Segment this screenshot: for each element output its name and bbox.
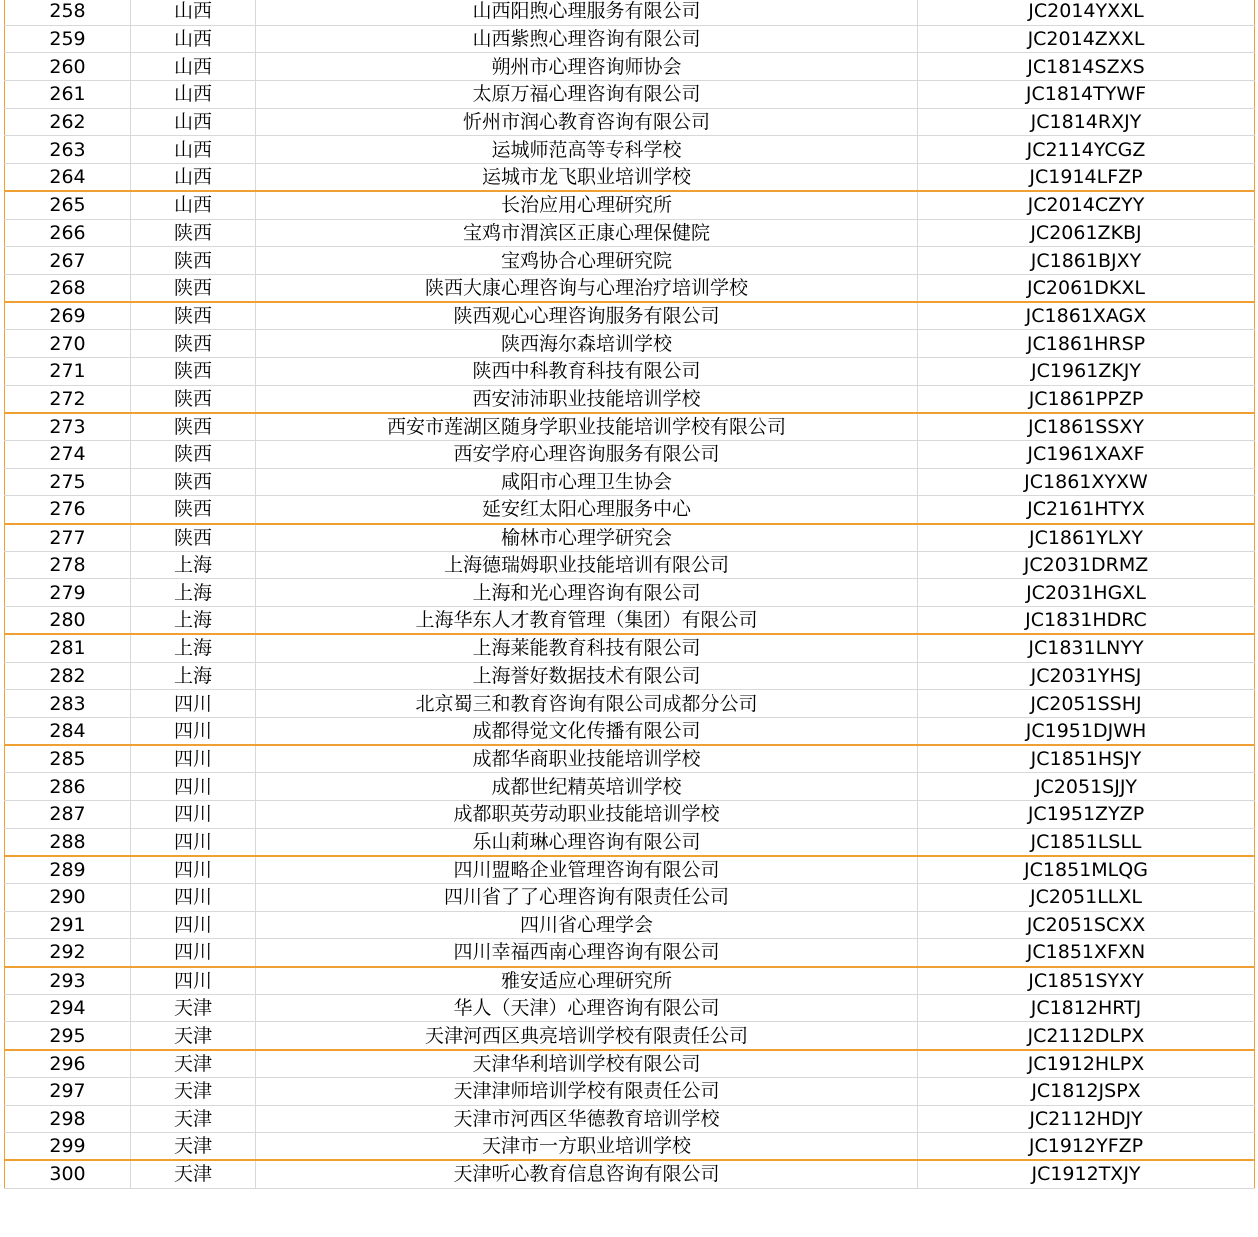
table-row [5, 108, 1255, 136]
organization-name-cell: 西安沛沛职业技能培训学校 [256, 385, 918, 413]
province-cell: 四川 [131, 717, 256, 745]
certification-code-cell: JC1851MLQG [918, 856, 1255, 884]
table-row [5, 884, 1255, 912]
organization-name-cell: 延安红太阳心理服务中心 [256, 496, 918, 524]
certification-code-cell: JC2014ZXXL [918, 25, 1255, 53]
table-row [5, 468, 1255, 496]
row-number-cell: 281 [5, 634, 131, 662]
table-row [5, 607, 1255, 635]
row-number-cell: 293 [5, 967, 131, 995]
table-row [5, 579, 1255, 607]
certification-code-cell: JC2161HTYX [918, 496, 1255, 524]
row-number-cell: 287 [5, 800, 131, 828]
certification-code-cell: JC1912YFZP [918, 1133, 1255, 1161]
province-cell: 山西 [131, 164, 256, 192]
organization-name-cell: 四川盟略企业管理咨询有限公司 [256, 856, 918, 884]
certification-code-cell: JC2031YHSJ [918, 662, 1255, 690]
organization-name-cell: 天津津师培训学校有限责任公司 [256, 1077, 918, 1105]
certification-code-cell: JC1814TYWF [918, 81, 1255, 109]
organization-name-cell: 陕西大康心理咨询与心理治疗培训学校 [256, 274, 918, 302]
province-cell: 四川 [131, 773, 256, 801]
certification-code-cell: JC1951ZYZP [918, 800, 1255, 828]
table-row [5, 136, 1255, 164]
province-cell: 陕西 [131, 219, 256, 247]
table-row [5, 53, 1255, 81]
row-number-cell: 271 [5, 357, 131, 385]
table-row [5, 856, 1255, 884]
row-number-cell: 276 [5, 496, 131, 524]
certification-code-cell: JC1961XAXF [918, 441, 1255, 469]
organization-name-cell: 太原万福心理咨询有限公司 [256, 81, 918, 109]
row-number-cell: 278 [5, 551, 131, 579]
organization-name-cell: 西安市莲湖区随身学职业技能培训学校有限公司 [256, 413, 918, 441]
province-cell: 山西 [131, 136, 256, 164]
certification-code-cell: JC1861HRSP [918, 330, 1255, 358]
row-number-cell: 270 [5, 330, 131, 358]
certification-code-cell: JC1861SSXY [918, 413, 1255, 441]
row-number-cell: 283 [5, 690, 131, 718]
table-row [5, 81, 1255, 109]
province-cell: 天津 [131, 994, 256, 1022]
province-cell: 陕西 [131, 302, 256, 330]
province-cell: 天津 [131, 1133, 256, 1161]
row-number-cell: 299 [5, 1133, 131, 1161]
organization-name-cell: 华人（天津）心理咨询有限公司 [256, 994, 918, 1022]
certification-code-cell: JC2112HDJY [918, 1105, 1255, 1133]
certification-code-cell: JC1831HDRC [918, 607, 1255, 635]
row-number-cell: 296 [5, 1050, 131, 1078]
organization-name-cell: 上海和光心理咨询有限公司 [256, 579, 918, 607]
row-number-cell: 290 [5, 884, 131, 912]
row-number-cell: 260 [5, 53, 131, 81]
table-row [5, 385, 1255, 413]
organization-name-cell: 成都世纪精英培训学校 [256, 773, 918, 801]
certification-code-cell: JC2051SSHJ [918, 690, 1255, 718]
row-number-cell: 289 [5, 856, 131, 884]
organization-name-cell: 忻州市润心教育咨询有限公司 [256, 108, 918, 136]
certification-code-cell: JC1851HSJY [918, 745, 1255, 773]
certification-code-cell: JC1961ZKJY [918, 357, 1255, 385]
row-number-cell: 295 [5, 1022, 131, 1050]
table-row [5, 1160, 1255, 1188]
table-row [5, 524, 1255, 552]
certification-code-cell: JC1814RXJY [918, 108, 1255, 136]
province-cell: 陕西 [131, 468, 256, 496]
certification-code-cell: JC2051SCXX [918, 911, 1255, 939]
table-row [5, 496, 1255, 524]
organization-name-cell: 雅安适应心理研究所 [256, 967, 918, 995]
organization-name-cell: 成都职英劳动职业技能培训学校 [256, 800, 918, 828]
row-number-cell: 273 [5, 413, 131, 441]
row-number-cell: 285 [5, 745, 131, 773]
certification-code-cell: JC1812JSPX [918, 1077, 1255, 1105]
row-number-cell: 261 [5, 81, 131, 109]
table-row [5, 330, 1255, 358]
table-row [5, 634, 1255, 662]
certification-code-cell: JC1812HRTJ [918, 994, 1255, 1022]
table-row [5, 357, 1255, 385]
province-cell: 山西 [131, 108, 256, 136]
certification-code-cell: JC1912HLPX [918, 1050, 1255, 1078]
organization-name-cell: 四川幸福西南心理咨询有限公司 [256, 939, 918, 967]
table-row [5, 690, 1255, 718]
certification-code-cell: JC1861XYXW [918, 468, 1255, 496]
row-number-cell: 279 [5, 579, 131, 607]
organization-name-cell: 咸阳市心理卫生协会 [256, 468, 918, 496]
certification-code-cell: JC2061DKXL [918, 274, 1255, 302]
table-row [5, 191, 1255, 219]
table-row [5, 25, 1255, 53]
province-cell: 山西 [131, 53, 256, 81]
province-cell: 上海 [131, 607, 256, 635]
table-row [5, 939, 1255, 967]
table-row [5, 274, 1255, 302]
table-row [5, 1022, 1255, 1050]
province-cell: 四川 [131, 800, 256, 828]
certification-code-cell: JC2061ZKBJ [918, 219, 1255, 247]
certification-code-cell: JC2031DRMZ [918, 551, 1255, 579]
certification-code-cell: JC2051SJJY [918, 773, 1255, 801]
table-row [5, 551, 1255, 579]
row-number-cell: 297 [5, 1077, 131, 1105]
row-number-cell: 265 [5, 191, 131, 219]
organization-name-cell: 运城市龙飞职业培训学校 [256, 164, 918, 192]
row-number-cell: 291 [5, 911, 131, 939]
organization-name-cell: 榆林市心理学研究会 [256, 524, 918, 552]
organization-name-cell: 乐山莉琳心理咨询有限公司 [256, 828, 918, 856]
table-row [5, 800, 1255, 828]
certification-code-cell: JC1861YLXY [918, 524, 1255, 552]
row-number-cell: 300 [5, 1160, 131, 1188]
row-number-cell: 262 [5, 108, 131, 136]
province-cell: 四川 [131, 828, 256, 856]
row-number-cell: 277 [5, 524, 131, 552]
row-number-cell: 284 [5, 717, 131, 745]
organization-name-cell: 天津市河西区华德教育培训学校 [256, 1105, 918, 1133]
province-cell: 天津 [131, 1160, 256, 1188]
table-row [5, 413, 1255, 441]
province-cell: 上海 [131, 634, 256, 662]
certification-code-cell: JC1951DJWH [918, 717, 1255, 745]
certification-code-cell: JC1861XAGX [918, 302, 1255, 330]
row-number-cell: 264 [5, 164, 131, 192]
table-row [5, 1050, 1255, 1078]
province-cell: 上海 [131, 551, 256, 579]
province-cell: 山西 [131, 0, 256, 25]
organization-name-cell: 长治应用心理研究所 [256, 191, 918, 219]
province-cell: 四川 [131, 745, 256, 773]
table-row [5, 1133, 1255, 1161]
certification-code-cell: JC1912TXJY [918, 1160, 1255, 1188]
province-cell: 四川 [131, 884, 256, 912]
table-row [5, 1105, 1255, 1133]
province-cell: 四川 [131, 967, 256, 995]
certification-code-cell: JC1861BJXY [918, 247, 1255, 275]
row-number-cell: 274 [5, 441, 131, 469]
row-number-cell: 292 [5, 939, 131, 967]
province-cell: 山西 [131, 81, 256, 109]
organization-name-cell: 上海莱能教育科技有限公司 [256, 634, 918, 662]
certification-code-cell: JC2031HGXL [918, 579, 1255, 607]
certification-code-cell: JC1851SYXY [918, 967, 1255, 995]
province-cell: 天津 [131, 1105, 256, 1133]
province-cell: 山西 [131, 25, 256, 53]
certification-code-cell: JC1851XFXN [918, 939, 1255, 967]
organization-name-cell: 宝鸡市渭滨区正康心理保健院 [256, 219, 918, 247]
row-number-cell: 258 [5, 0, 131, 25]
table-row [5, 994, 1255, 1022]
table-row [5, 0, 1255, 25]
table-row [5, 717, 1255, 745]
certification-code-cell: JC1861PPZP [918, 385, 1255, 413]
table-row [5, 302, 1255, 330]
table-row [5, 911, 1255, 939]
organization-name-cell: 陕西中科教育科技有限公司 [256, 357, 918, 385]
table-row [5, 662, 1255, 690]
province-cell: 陕西 [131, 441, 256, 469]
organization-name-cell: 宝鸡协合心理研究院 [256, 247, 918, 275]
province-cell: 四川 [131, 911, 256, 939]
certification-code-cell: JC2014CZYY [918, 191, 1255, 219]
province-cell: 陕西 [131, 385, 256, 413]
province-cell: 四川 [131, 690, 256, 718]
table-row [5, 745, 1255, 773]
organization-name-cell: 西安学府心理咨询服务有限公司 [256, 441, 918, 469]
table-row [5, 828, 1255, 856]
province-cell: 陕西 [131, 496, 256, 524]
organization-name-cell: 山西阳煦心理服务有限公司 [256, 0, 918, 25]
province-cell: 陕西 [131, 357, 256, 385]
certification-code-cell: JC1814SZXS [918, 53, 1255, 81]
row-number-cell: 288 [5, 828, 131, 856]
province-cell: 陕西 [131, 524, 256, 552]
province-cell: 上海 [131, 662, 256, 690]
certification-code-cell: JC2051LLXL [918, 884, 1255, 912]
province-cell: 天津 [131, 1050, 256, 1078]
province-cell: 陕西 [131, 413, 256, 441]
certification-code-cell: JC1851LSLL [918, 828, 1255, 856]
organization-name-cell: 朔州市心理咨询师协会 [256, 53, 918, 81]
certification-code-cell: JC2112DLPX [918, 1022, 1255, 1050]
row-number-cell: 263 [5, 136, 131, 164]
organization-name-cell: 上海誉好数据技术有限公司 [256, 662, 918, 690]
row-number-cell: 267 [5, 247, 131, 275]
row-number-cell: 298 [5, 1105, 131, 1133]
row-number-cell: 280 [5, 607, 131, 635]
certification-code-cell: JC2014YXXL [918, 0, 1255, 25]
table-row [5, 773, 1255, 801]
row-number-cell: 275 [5, 468, 131, 496]
registry-table [4, 0, 1255, 1189]
row-number-cell: 294 [5, 994, 131, 1022]
province-cell: 山西 [131, 191, 256, 219]
province-cell: 四川 [131, 856, 256, 884]
row-number-cell: 259 [5, 25, 131, 53]
organization-name-cell: 四川省了了心理咨询有限责任公司 [256, 884, 918, 912]
organization-name-cell: 北京蜀三和教育咨询有限公司成都分公司 [256, 690, 918, 718]
province-cell: 天津 [131, 1077, 256, 1105]
table-row [5, 441, 1255, 469]
organization-name-cell: 上海华东人才教育管理（集团）有限公司 [256, 607, 918, 635]
organization-name-cell: 陕西海尔森培训学校 [256, 330, 918, 358]
province-cell: 陕西 [131, 330, 256, 358]
table-row [5, 967, 1255, 995]
province-cell: 四川 [131, 939, 256, 967]
certification-code-cell: JC1831LNYY [918, 634, 1255, 662]
province-cell: 陕西 [131, 274, 256, 302]
province-cell: 天津 [131, 1022, 256, 1050]
row-number-cell: 269 [5, 302, 131, 330]
organization-name-cell: 天津河西区典亮培训学校有限责任公司 [256, 1022, 918, 1050]
row-number-cell: 272 [5, 385, 131, 413]
registry-table-body [5, 0, 1255, 1188]
certification-code-cell: JC1914LFZP [918, 164, 1255, 192]
row-number-cell: 282 [5, 662, 131, 690]
organization-name-cell: 天津听心教育信息咨询有限公司 [256, 1160, 918, 1188]
province-cell: 上海 [131, 579, 256, 607]
table-row [5, 1077, 1255, 1105]
organization-name-cell: 成都华商职业技能培训学校 [256, 745, 918, 773]
organization-name-cell: 陕西观心心理咨询服务有限公司 [256, 302, 918, 330]
organization-name-cell: 上海德瑞姆职业技能培训有限公司 [256, 551, 918, 579]
row-number-cell: 268 [5, 274, 131, 302]
organization-name-cell: 天津市一方职业培训学校 [256, 1133, 918, 1161]
organization-name-cell: 山西紫煦心理咨询有限公司 [256, 25, 918, 53]
table-row [5, 219, 1255, 247]
row-number-cell: 266 [5, 219, 131, 247]
province-cell: 陕西 [131, 247, 256, 275]
organization-name-cell: 天津华利培训学校有限公司 [256, 1050, 918, 1078]
organization-name-cell: 四川省心理学会 [256, 911, 918, 939]
organization-name-cell: 成都得觉文化传播有限公司 [256, 717, 918, 745]
organization-name-cell: 运城师范高等专科学校 [256, 136, 918, 164]
row-number-cell: 286 [5, 773, 131, 801]
table-row [5, 247, 1255, 275]
table-row [5, 164, 1255, 192]
certification-code-cell: JC2114YCGZ [918, 136, 1255, 164]
